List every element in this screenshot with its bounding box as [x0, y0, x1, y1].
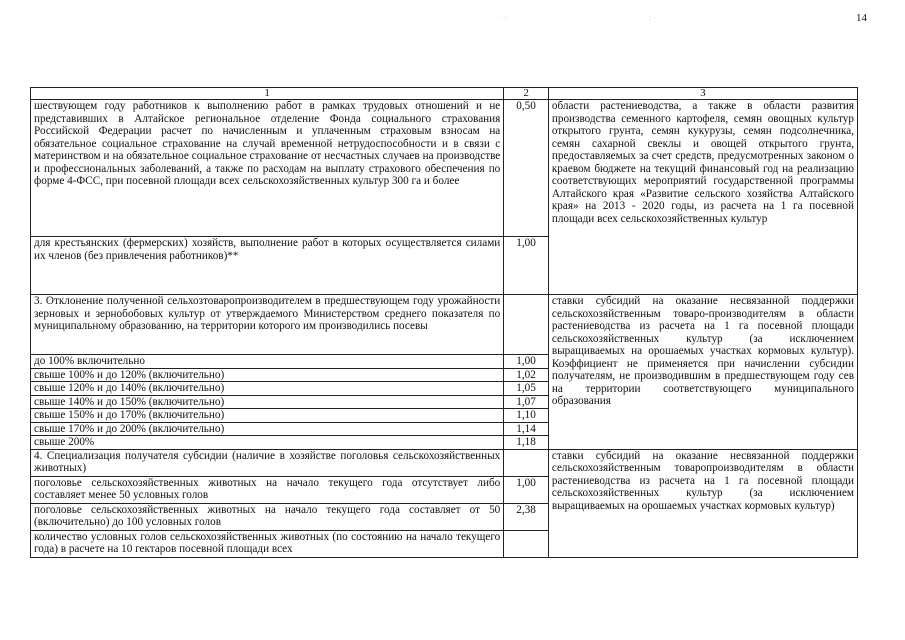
coefficient-cell: 1,00	[504, 476, 549, 503]
criterion-cell: поголовье сельскохозяйственных животных на начало текущего года составляет от 50 (включительно) до 100 условных голов	[31, 503, 504, 530]
criterion-cell: свыше 200%	[31, 436, 504, 450]
coefficient-cell: 1,14	[504, 422, 549, 436]
description-cell: ставки субсидий на оказание несвязанной поддержки сельскохозяйственным товаропроизводителям в области растениеводства из расчета на 1 га посевной площади сельскохозяйственных культур (за исключением выращиваемых на орошаемых участках кормовых культур)	[548, 449, 857, 557]
description-cell: ставки субсидий на оказание несвязанной поддержки сельскохозяйственным товаро-производителям в области растениеводства из расчета на 1 га посевной площади сельскохозяйственных культур (за исключением выращиваемых на орошаемых участках кормовых культур). Коэффициент не применяется при начислении субсидии получателям, не производившим в предшествующем году сев на территории соответствующего муниципального образования	[548, 295, 857, 450]
criterion-cell: для крестьянских (фермерских) хозяйств, выполнение работ в которых осуществляется силами их членов (без привлечения работников)**	[31, 237, 504, 295]
description-cell: области растениеводства, а также в области развития производства семенного картофеля, семян овощных культур открытого грунта, семян кукурузы, семян подсолнечника, семян сахарной свеклы и овощей открытого грунта, предоставляемых за счет средств, предусмотренных законом о краевом бюджете на текущий финансовый год на реализацию соответствующих мероприятий государственной программы Алтайского края «Развитие сельского хозяйства Алтайского края» на 2013 - 2020 годы, из расчета на 1 га посевной площади всех сельскохозяйственных культур	[548, 100, 857, 295]
coefficient-cell: 1,05	[504, 382, 549, 396]
section-heading-cell: 4. Специализация получателя субсидии (наличие в хозяйстве поголовья сельскохозяйственных животных)	[31, 449, 504, 476]
page-number: 14	[856, 12, 867, 24]
criterion-cell: свыше 170% и до 200% (включительно)	[31, 422, 504, 436]
criterion-cell: свыше 100% и до 120% (включительно)	[31, 368, 504, 382]
table-row	[31, 449, 858, 476]
coefficient-cell: 1,18	[504, 436, 549, 450]
column-header-2: 2	[504, 88, 549, 100]
coefficient-cell	[504, 530, 549, 557]
criterion-cell: шествующем году работников к выполнению работ в рамках трудовых отношений и не представивших в Алтайское региональное отделение Фонда социального страхования Российской Федерации расчет по начисленным и уплаченным страховым взносам на обязательное социальное страхование на случай временной нетрудоспособности и в связи с материнством и на обязательное социальное страхование от несчастных случаев на производстве и профессиональных заболеваний, а также по расходам на выплату страхового обеспечения по форме 4-ФСС, при посевной площади всех сельскохозяйственных культур 300 га и более	[31, 100, 504, 237]
criterion-cell: свыше 140% и до 150% (включительно)	[31, 395, 504, 409]
column-header-3: 3	[548, 88, 857, 100]
section-heading-cell: 3. Отклонение полученной сельхозтоваропроизводителем в предшествующем году урожайности зерновых и зернобобовых культур от утверждаемого Министерством среднего показателя по муниципальному образованию, на территории которого им производились посевы	[31, 295, 504, 355]
coefficient-table	[30, 87, 858, 558]
coefficient-cell: 2,38	[504, 503, 549, 530]
criterion-cell: свыше 150% и до 170% (включительно)	[31, 409, 504, 423]
coefficient-cell: 1,02	[504, 368, 549, 382]
coefficient-cell: 1,00	[504, 237, 549, 295]
table-row	[31, 100, 858, 237]
criterion-cell: свыше 120% и до 140% (включительно)	[31, 382, 504, 396]
table-header-row	[31, 88, 858, 100]
criterion-cell: до 100% включительно	[31, 355, 504, 369]
column-header-1: 1	[31, 88, 504, 100]
coefficient-cell: 1,07	[504, 395, 549, 409]
coefficient-cell	[504, 449, 549, 476]
coefficient-cell: 1,10	[504, 409, 549, 423]
coefficient-cell: 1,00	[504, 355, 549, 369]
criterion-cell: поголовье сельскохозяйственных животных на начало текущего года отсутствует либо составляет менее 50 условных голов	[31, 476, 504, 503]
scan-mark: ¦ ·	[650, 14, 656, 22]
scan-mark: · ·	[500, 14, 507, 22]
coefficient-cell: 0,50	[504, 100, 549, 237]
criterion-cell: количество условных голов сельскохозяйственных животных (по состоянию на начало текущего года) в расчете на 10 гектаров посевной площади всех	[31, 530, 504, 557]
coefficient-cell	[504, 295, 549, 355]
table-row	[31, 295, 858, 355]
